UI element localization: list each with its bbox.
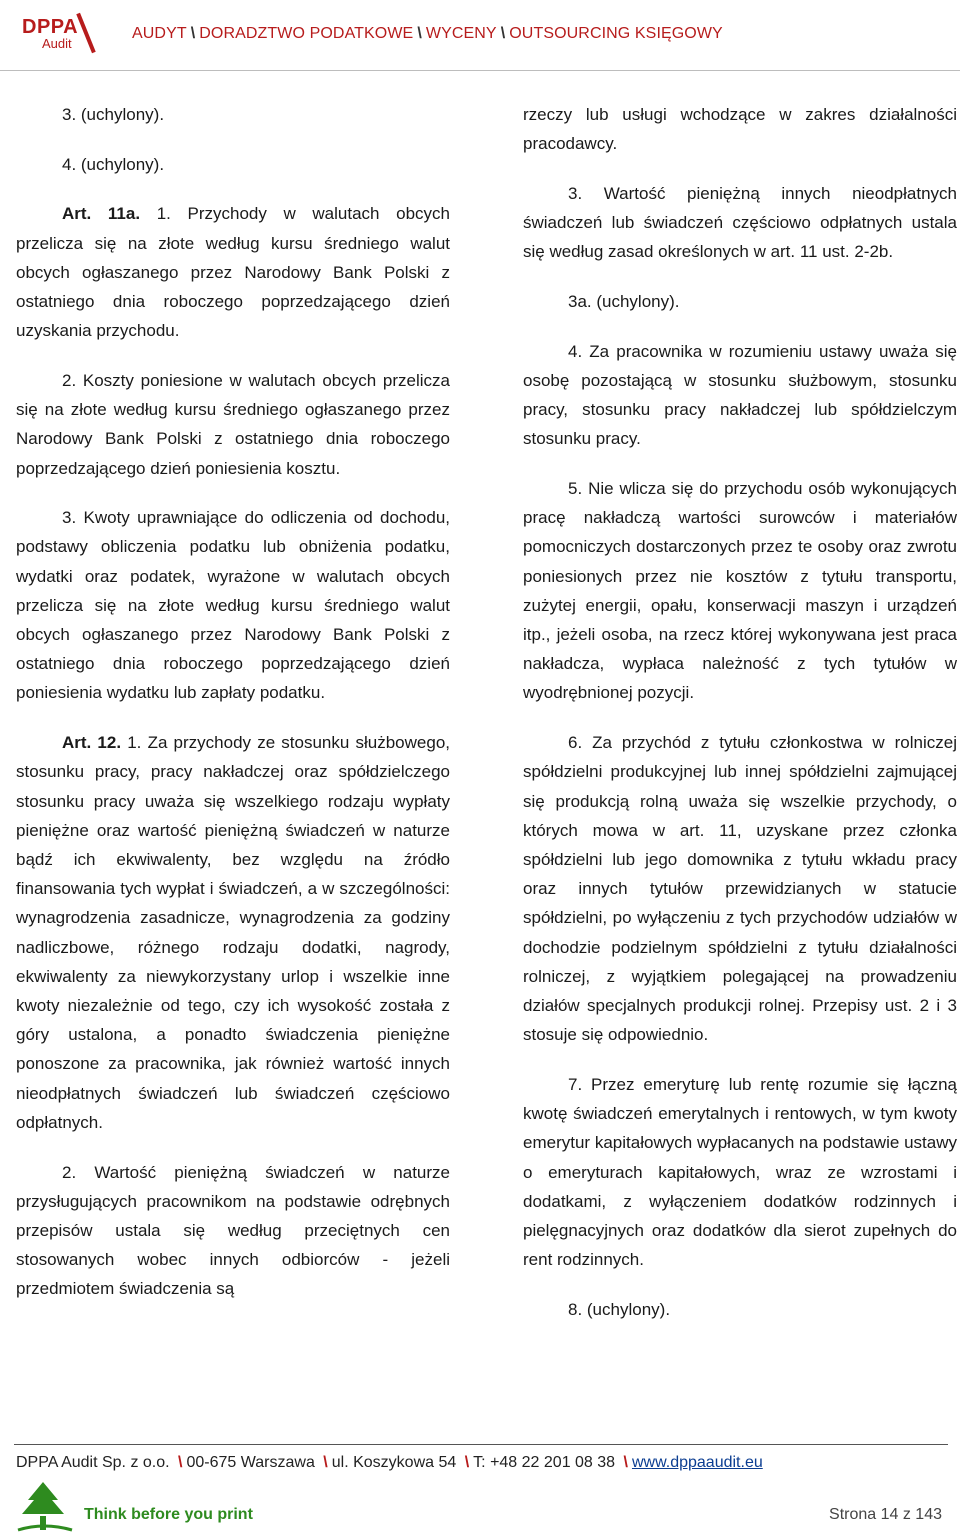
paragraph: rzeczy lub usługi wchodzące w zakres działalności pracodawcy. bbox=[523, 105, 957, 154]
company-street: ul. Koszykowa 54 bbox=[331, 1454, 457, 1471]
footer-separator: \ bbox=[323, 1454, 328, 1471]
tree-icon bbox=[14, 1480, 74, 1532]
nav-separator: \ bbox=[500, 25, 506, 42]
service-nav bbox=[132, 25, 723, 43]
nav-separator: \ bbox=[417, 25, 422, 42]
paragraph: 3. Wartość pieniężną innych nieodpłatnych świadczeń lub świadczeń częściowo odpłatnych ustala się według zasad określonych w art. 11 ust. 2-2b. bbox=[523, 183, 957, 262]
paragraph: 6. Za przychód z tytułu członkostwa w rolniczej spółdzielni produkcyjnej lub innej spółdzielni zajmującej się produkcją rolną uważa się wszelkie przychody, o których mowa w art. 11, uzyskane przez członka spółdzielni lub jego domownika z tytułu wkładu pracy oraz innych tytułów przewidzianych w statucie spółdzielni, po wyłączeniu z tych przychodów udziałów w dochodzie podzielnym spółdzielni z tytułu działalności rolniczej, z wyjątkiem polegającej na prowadzeniu działów specjalnych produkcji rolnej. Przepisy ust. 2 i 3 stosuje się odpowiednio. bbox=[523, 733, 957, 1045]
left-column bbox=[16, 100, 450, 1324]
paragraph-text: 1. Przychody w walutach obcych przelicza się na złote według kursu średniego walut obcych ogłaszanego przez Narodowy Bank Polski z ostatniego dnia roboczego poprzedzającego dzień uzyskania przychodu. bbox=[16, 204, 450, 341]
footer-separator: \ bbox=[623, 1454, 628, 1471]
paragraph: 2. Wartość pieniężną świadczeń w naturze przysługujących pracownikom na podstawie odrębnych przepisów ustala się według przeciętnych cen stosowanych wobec innych odbiorców - jeżeli przedmiotem świadczenia są bbox=[16, 1162, 450, 1299]
nav-item-outsourcing: OUTSOURCING KSIĘGOWY bbox=[509, 25, 723, 42]
article-number: Art. 11a. bbox=[62, 204, 141, 224]
paragraph: 7. Przez emeryturę lub rentę rozumie się łączną kwotę świadczeń emerytalnych i rentowych, w tym kwoty emerytur kapitałowych wypłacanych na podstawie ustawy o emeryturach kapitałowych, wraz ze wzrostami i dodatkami, z wyłączeniem dodatków rodzinnych i pielęgnacyjnych oraz dodatków dla sierot zupełnych do rent rodzinnych. bbox=[523, 1074, 957, 1270]
page-header bbox=[0, 0, 960, 72]
paragraph bbox=[16, 728, 450, 1137]
paragraph: 5. Nie wlicza się do przychodu osób wykonujących pracę nakładczą wartości surowców i materiałów pomocniczych dostarczonych przez te osoby oraz zwrotu poniesionych przez nie kosztów z tytułu transportu, zużytej energii, opału, konserwacji maszyn i urządzeń itp., jeżeli osoba, na rzecz której wykonywana jest praca nakładcza, wypłaca należność z tych tytułów w wyodrębnionej pozycji. bbox=[523, 479, 957, 703]
paragraph: 3a. (uchylony). bbox=[568, 292, 680, 312]
nav-item-doradztwo: DORADZTWO PODATKOWE bbox=[199, 25, 414, 42]
print-tagline: Think before you print bbox=[84, 1506, 253, 1523]
article-number: Art. 12. bbox=[62, 733, 122, 753]
company-phone: T: +48 22 201 08 38 bbox=[473, 1454, 616, 1471]
nav-item-wyceny: WYCENY bbox=[425, 25, 497, 42]
paragraph-text: 1. Za przychody ze stosunku służbowego, stosunku pracy, pracy nakładczej oraz spółdzielczego stosunku pracy uważa się wszelkiego rodzaju wypłaty pieniężne oraz wartość pieniężną świadczeń w naturze bądź ich ekwiwalenty, bez względu na źródło finansowania tych wypłat i świadczeń, a w szczególności: wynagrodzenia zasadnicze, wynagrodzenia za godziny nadliczbowe, różnego rodzaju dodatki, nagrody, ekwiwalenty za niewykorzystany urlop i wszelkie inne kwoty niezależnie od tego, czy ich wysokość została z góry ustalona, a ponadto świadczenia pieniężne ponoszone za pracownika, jak również wartość innych nieodpłatnych świadczeń lub świadczeń częściowo odpłatnych. bbox=[16, 733, 450, 1132]
company-address: 00-675 Warszawa bbox=[186, 1454, 315, 1471]
nav-separator: \ bbox=[190, 25, 196, 42]
footer-contact bbox=[16, 1454, 763, 1472]
paragraph: 4. Za pracownika w rozumieniu ustawy uważa się osobę pozostającą w stosunku służbowym, stosunku pracy, stosunku pracy nakładczej lub spółdzielczym stosunku pracy. bbox=[523, 341, 957, 449]
page-number: Strona 14 z 143 bbox=[829, 1506, 942, 1523]
paragraph: 2. Koszty poniesione w walutach obcych przelicza się na złote według kursu średniego ogłaszanego przez Narodowy Bank Polski z ostatniego dnia roboczego poprzedzającego dzień poniesienia kosztu. bbox=[16, 370, 450, 478]
header-divider bbox=[0, 70, 960, 71]
paragraph: 8. (uchylony). bbox=[568, 1299, 671, 1319]
logo-text: DPPA bbox=[22, 16, 79, 38]
paragraph bbox=[16, 199, 450, 345]
paragraph: 3. (uchylony). bbox=[62, 105, 165, 124]
company-name: DPPA Audit Sp. z o.o. bbox=[16, 1454, 170, 1471]
logo-subtext: Audit bbox=[42, 36, 72, 51]
logo-slash-mark bbox=[76, 13, 95, 53]
footer-divider bbox=[14, 1444, 948, 1445]
footer-separator: \ bbox=[464, 1454, 470, 1471]
paragraph: 3. Kwoty uprawniające do odliczenia od dochodu, podstawy obliczenia podatku lub obniżenia podatku, wydatki oraz podatek, wyrażone w walutach obcych przelicza się na złote według kursu średniego walut obcych ogłaszanego przez Narodowy Bank Polski z ostatniego dnia roboczego poprzedzającego dzień poniesienia wydatku lub zapłaty podatku. bbox=[16, 508, 450, 703]
right-column bbox=[523, 100, 957, 1345]
dppa-logo[interactable] bbox=[22, 14, 102, 54]
paragraph: 4. (uchylony). bbox=[62, 154, 165, 174]
footer-separator: \ bbox=[178, 1454, 183, 1471]
nav-item-audyt: AUDYT bbox=[132, 25, 187, 42]
website-link[interactable]: www.dppaaudit.eu bbox=[631, 1454, 763, 1471]
